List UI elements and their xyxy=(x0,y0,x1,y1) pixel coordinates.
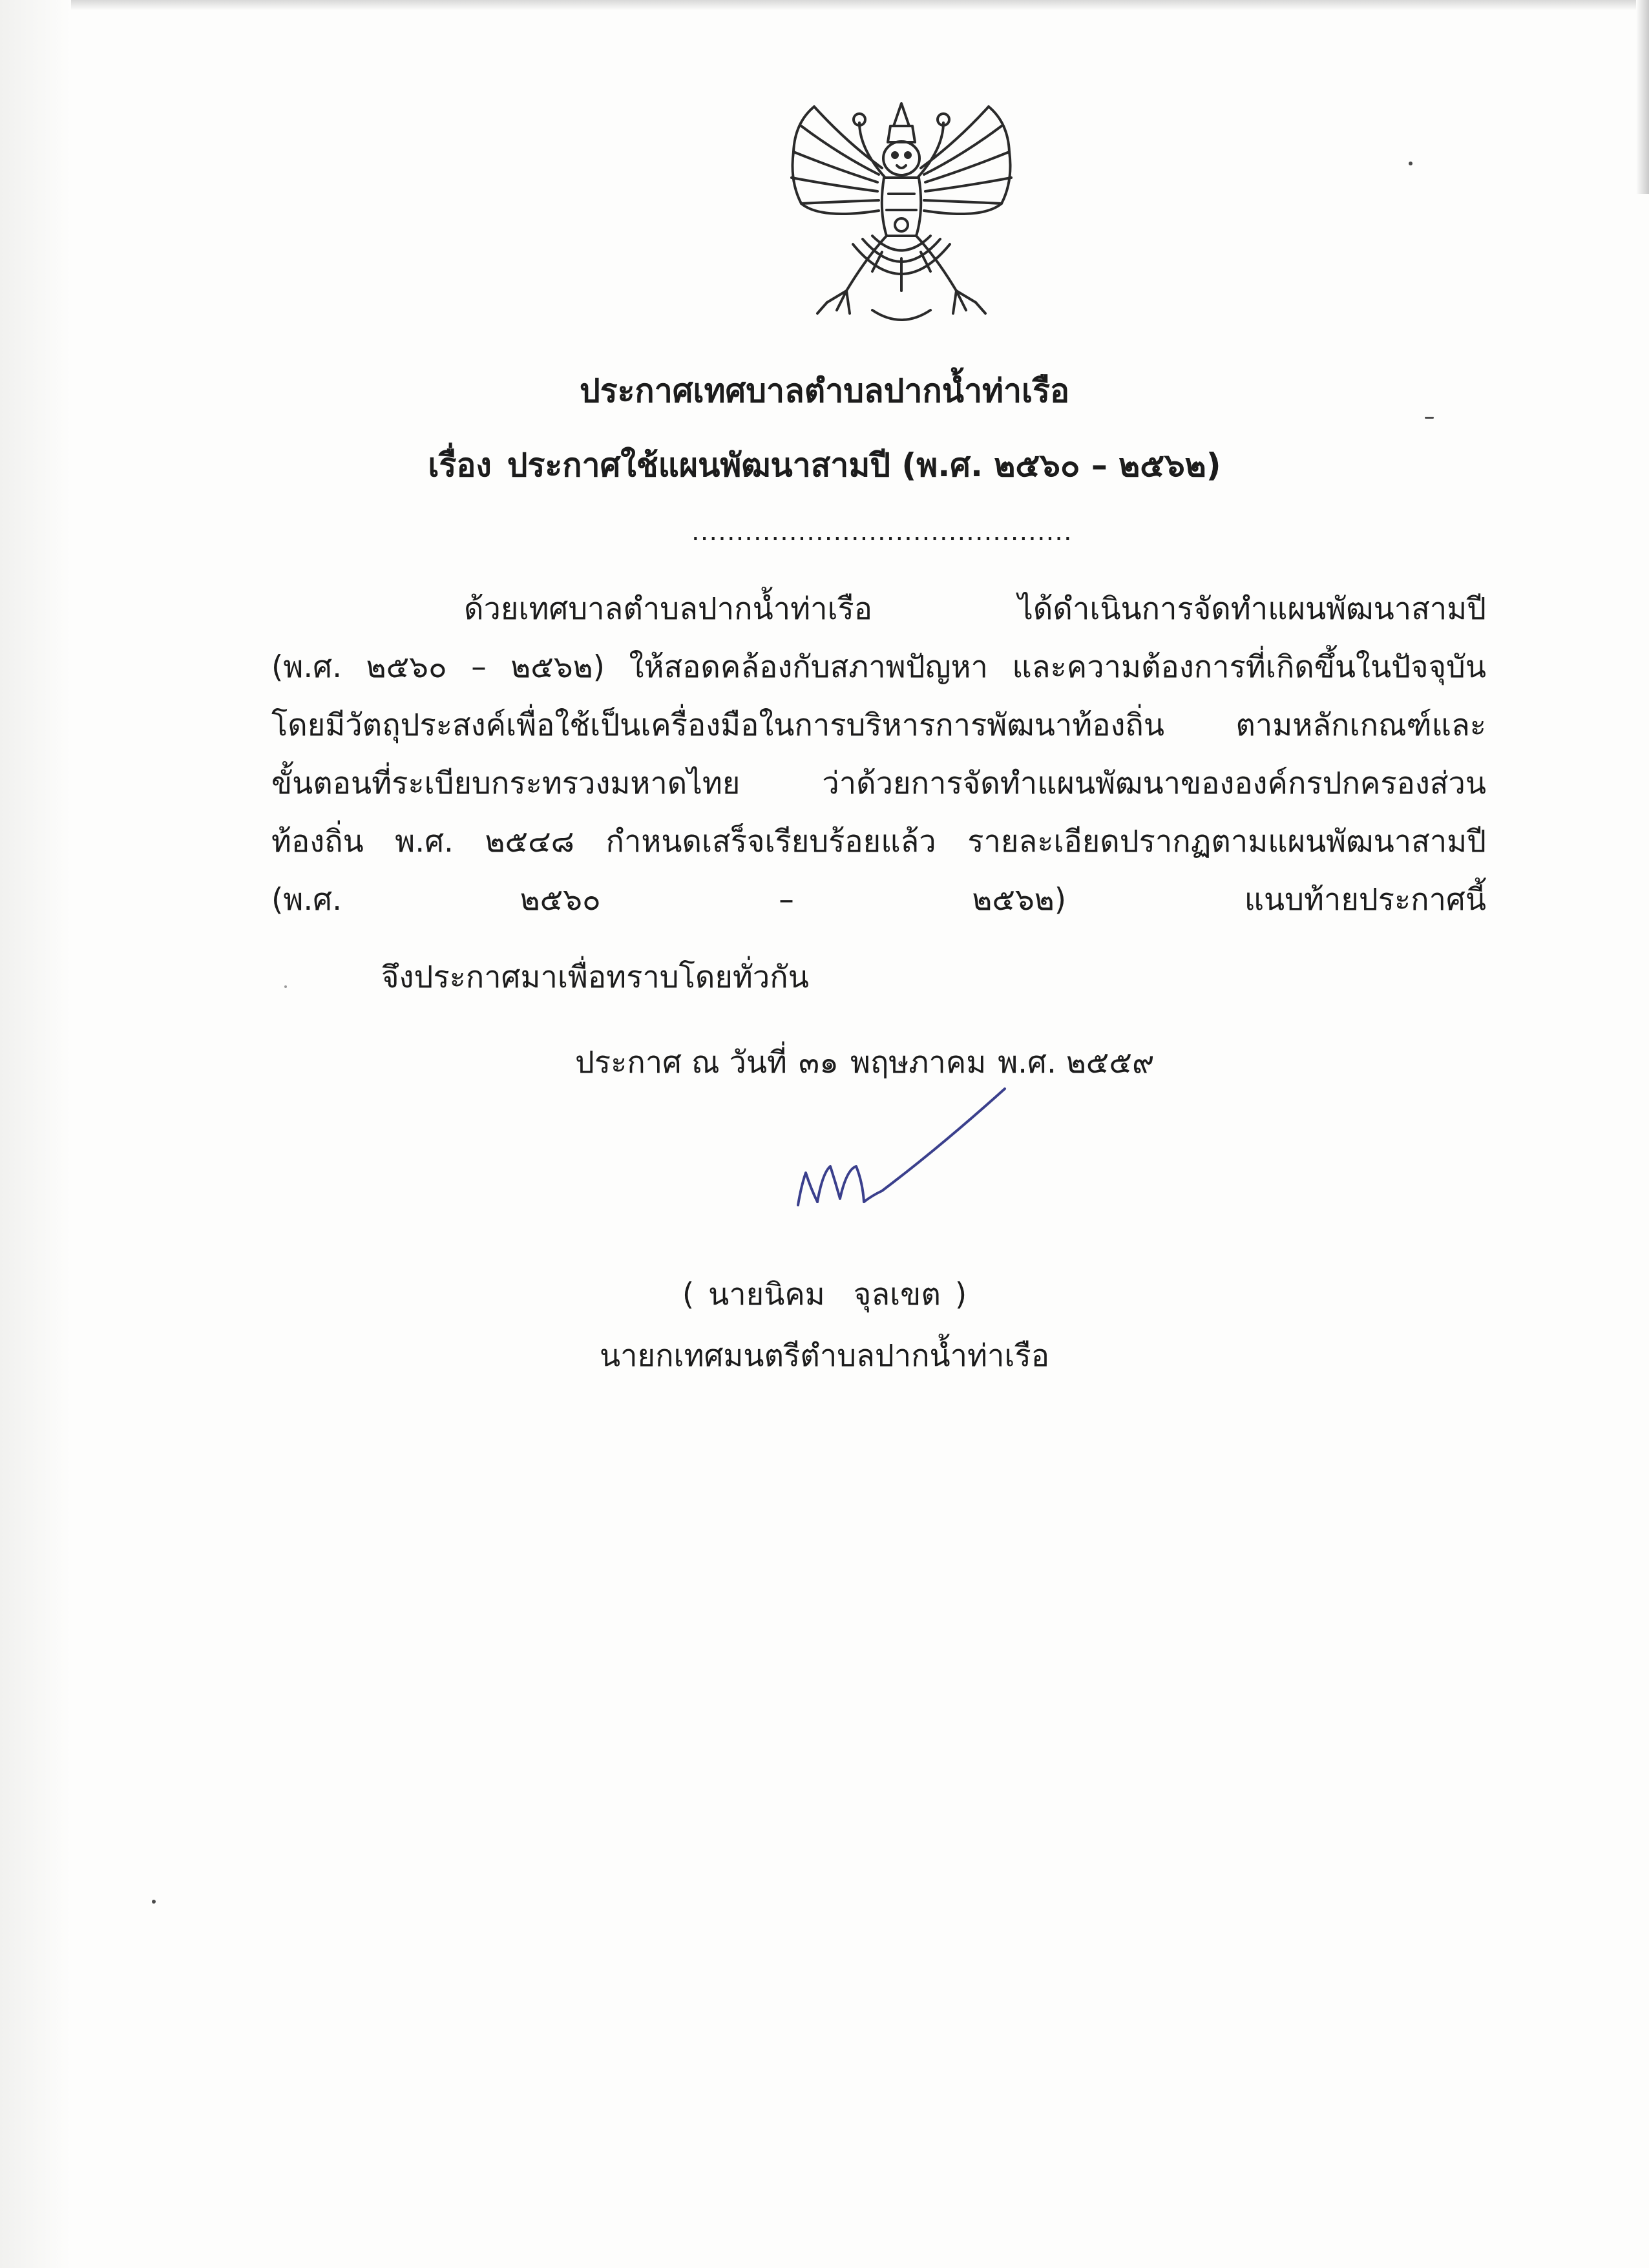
date-month: พฤษภาคม xyxy=(850,1045,987,1080)
signatory-last-name: จุลเขต xyxy=(853,1277,941,1312)
signatory-first-name: นายนิคม xyxy=(708,1277,825,1312)
scan-speck xyxy=(1425,417,1434,419)
paren-open: ( xyxy=(682,1277,695,1312)
scan-speck xyxy=(152,1900,156,1904)
signatory-title: นายกเทศมนตรีตำบลปากน้ำท่าเรือ xyxy=(600,1338,1049,1374)
body-line: ท้องถิ่น พ.ศ. ๒๕๔๘ กำหนดเสร็จเรียบร้อยแล้ว รายละเอียดปรากฏตามแผนพัฒนาสามปี xyxy=(271,824,1486,859)
body-line: ขั้นตอนที่ระเบียบกระทรวงมหาดไทย ว่าด้วยการจัดทำแผนพัฒนาขององค์กรปกครองส่วน xyxy=(271,766,1486,801)
paren-close: ) xyxy=(954,1277,967,1312)
subject-text: ประกาศใช้แผนพัฒนาสามปี (พ.ศ. ๒๕๖๐ – ๒๕๖๒) xyxy=(507,446,1221,484)
announcement-subject xyxy=(0,446,1649,485)
announcement-title: ประกาศเทศบาลตำบลปากน้ำท่าเรือ xyxy=(579,372,1070,410)
signature-icon xyxy=(792,1076,1037,1218)
date-day: ๓๑ xyxy=(799,1045,839,1080)
body-line: (พ.ศ. ๒๕๖๐ – ๒๕๖๒) แนบท้ายประกาศนี้ xyxy=(271,882,1486,918)
body-line: โดยมีวัตถุประสงค์เพื่อใช้เป็นเครื่องมือในการบริหารการพัฒนาท้องถิ่น ตามหลักเกณฑ์และ xyxy=(271,708,1486,743)
garuda-emblem-icon xyxy=(775,97,1027,336)
title-separator: ........................................... xyxy=(691,517,1073,547)
scan-speck xyxy=(284,985,287,988)
date-year: พ.ศ. ๒๕๕๙ xyxy=(998,1045,1155,1080)
date-prefix: ประกาศ ณ วันที่ xyxy=(575,1045,787,1080)
scan-shadow-left xyxy=(0,0,71,2268)
scan-shadow-right xyxy=(1636,0,1649,194)
subject-label: เรื่อง xyxy=(428,446,492,484)
scan-speck xyxy=(1409,162,1413,165)
scan-shadow-top xyxy=(0,0,1649,10)
closing-statement: จึงประกาศมาเพื่อทราบโดยทั่วกัน xyxy=(381,960,809,995)
signatory-name xyxy=(0,1276,1649,1314)
body-line: ด้วยเทศบาลตำบลปากน้ำท่าเรือ ได้ดำเนินการจัดทำแผนพัฒนาสามปี xyxy=(464,591,1486,627)
body-line: (พ.ศ. ๒๕๖๐ – ๒๕๖๒) ให้สอดคล้องกับสภาพปัญหา และความต้องการที่เกิดขึ้นในปัจจุบัน xyxy=(271,649,1486,685)
